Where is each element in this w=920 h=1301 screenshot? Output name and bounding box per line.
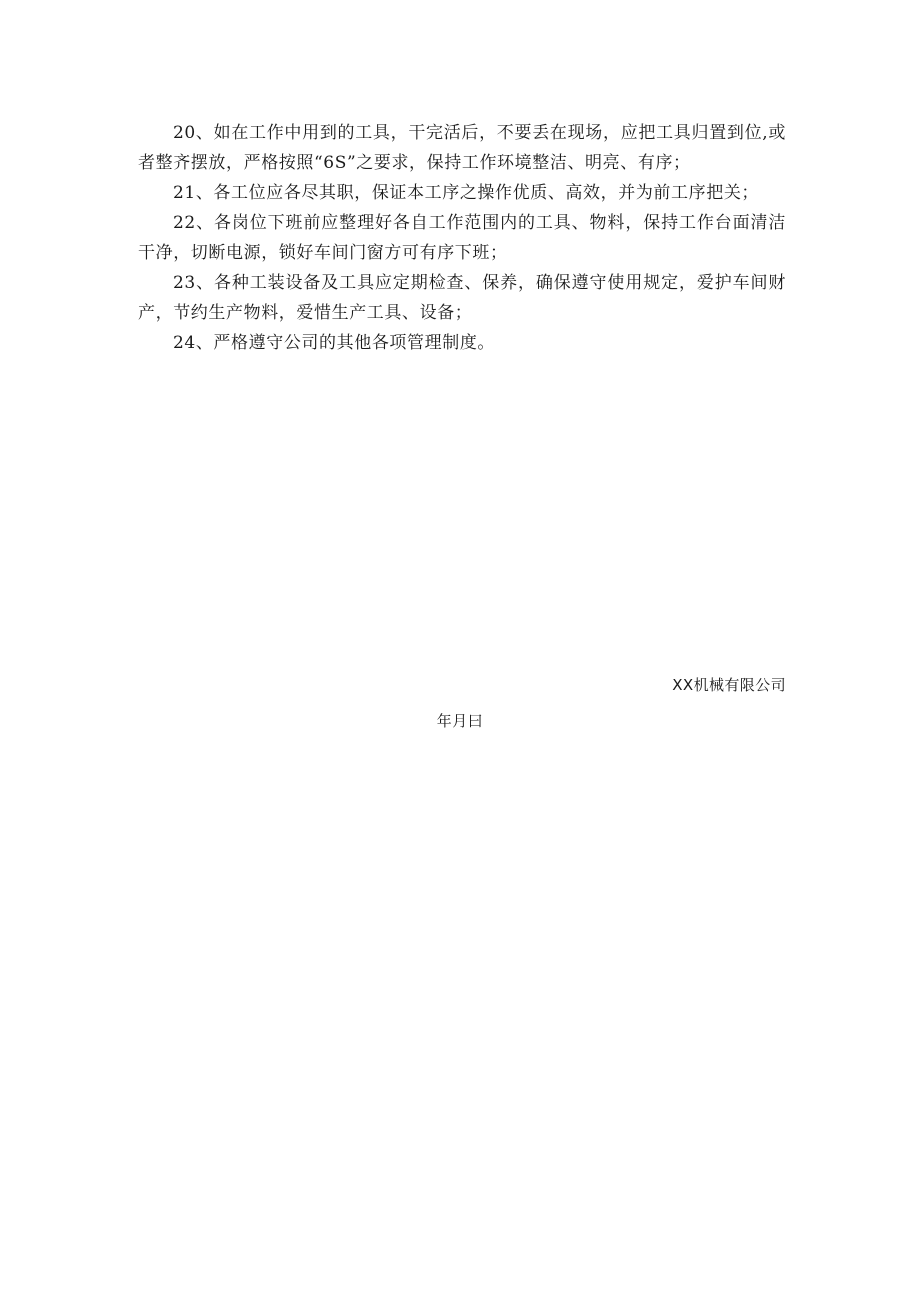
rule-paragraph-22: 22、各岗位下班前应整理好各自工作范围内的工具、物料，保持工作台面清洁干净，切断电源，锁好车间门窗方可有序下班； (138, 213, 786, 263)
signature-date: 年月曰 (436, 712, 484, 730)
rule-paragraph-21: 21、各工位应各尽其职，保证本工序之操作优质、高效，并为前工序把关； (173, 183, 760, 203)
rule-paragraph-23: 23、各种工装设备及工具应定期检查、保养，确保遵守使用规定，爱护车间财产，节约生产物料，爱惜生产工具、设备； (138, 273, 786, 323)
rule-paragraph-24: 24、严格遵守公司的其他各项管理制度。 (173, 333, 496, 353)
company-signature: XX机械有限公司 (672, 676, 786, 694)
document-body (138, 118, 786, 358)
rule-paragraph-20: 20、如在工作中用到的工具，干完活后，不要丢在现场，应把工具归置到位,或者整齐摆放，严格按照“6S”之要求，保持工作环境整洁、明亮、有序； (138, 123, 786, 173)
